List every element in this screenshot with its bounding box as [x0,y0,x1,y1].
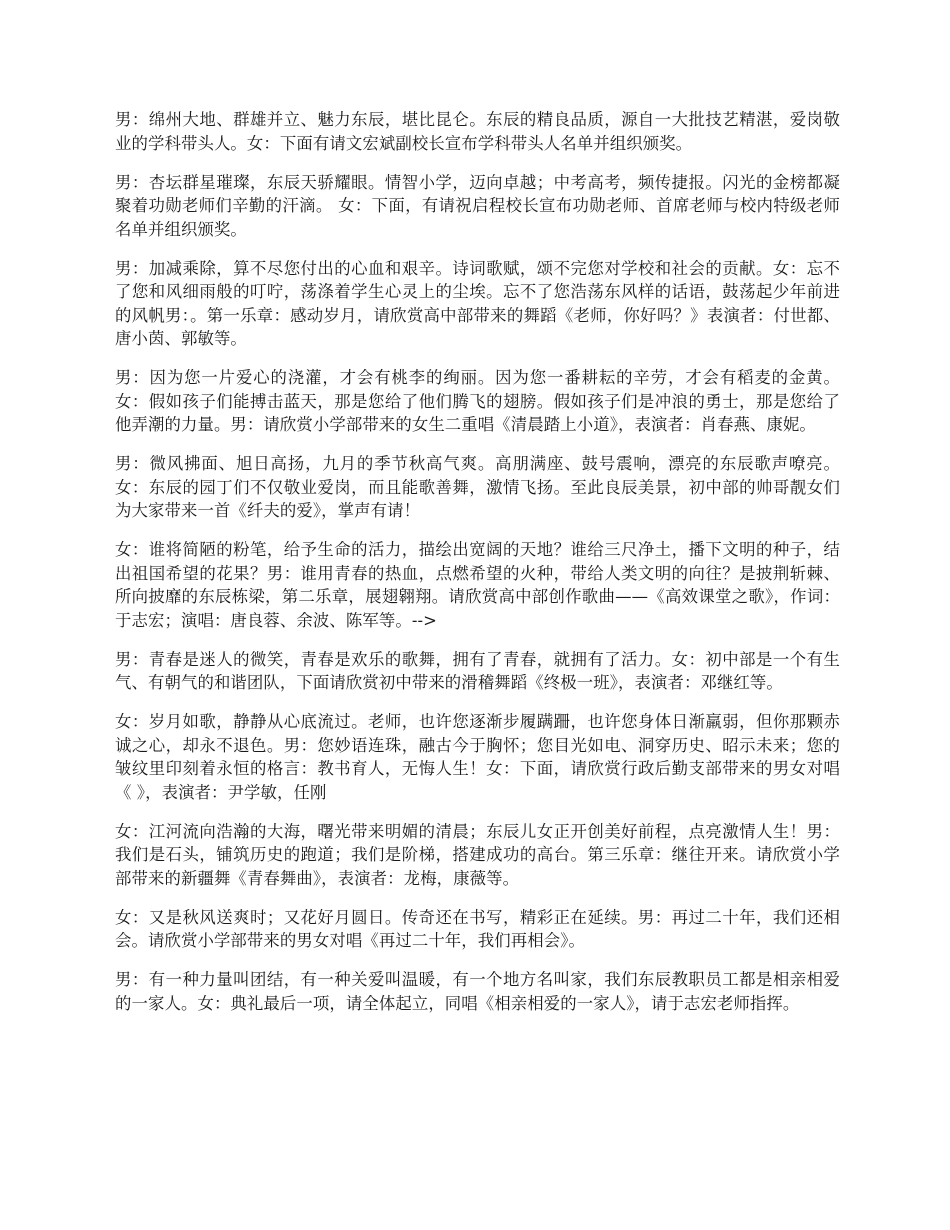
paragraph: 男：杏坛群星璀璨，东辰天骄耀眼。情智小学，迈向卓越；中考高考，频传捷报。闪光的金榜都凝聚着功勋老师们辛勤的汗滴。 女：下面，有请祝启程校长宣布功勋老师、首席老师与校内特级老师名单并组织颁奖。 [115,172,840,239]
paragraph: 男：青春是迷人的微笑，青春是欢乐的歌舞，拥有了青春，就拥有了活力。女：初中部是一个有生气、有朝气的和谐团队，下面请欣赏初中带来的滑稽舞蹈《终极一班》，表演者：邓继红等。 [115,649,840,692]
paragraph: 男：有一种力量叫团结，有一种关爱叫温暖，有一个地方名叫家，我们东辰教职员工都是相亲相爱的一家人。女：典礼最后一项，请全体起立，同唱《相亲相爱的一家人》，请于志宏老师指挥。 [115,970,840,1013]
paragraph: 女：又是秋风送爽时；又花好月圆日。传奇还在书写，精彩正在延续。男：再过二十年，我们还相会。请欣赏小学部带来的男女对唱《再过二十年，我们再相会》。 [115,907,840,950]
document-page [115,108,840,1031]
paragraph: 男：微风拂面、旭日高扬，九月的季节秋高气爽。高朋满座、鼓号震响，漂亮的东辰歌声嘹亮。女：东辰的园丁们不仅敬业爱岗，而且能歌善舞，激情飞扬。至此良辰美景，初中部的帅哥靓女们为大家带来一首《纤夫的爱》，掌声有请！ [115,454,840,520]
paragraph: 男：绵州大地、群雄并立、魅力东辰，堪比昆仑。东辰的精良品质，源自一大批技艺精湛，爱岗敬业的学科带头人。女：下面有请文宏斌副校长宣布学科带头人名单并组织颁奖。 [115,110,840,153]
paragraph: 男：因为您一片爱心的浇灌，才会有桃李的绚丽。因为您一番耕耘的辛劳，才会有稻麦的金黄。女：假如孩子们能搏击蓝天，那是您给了他们腾飞的翅膀。假如孩子们是冲浪的勇士，那是您给了他弄潮的力量。男：请欣赏小学部带来的女生二重唱《清晨踏上小道》，表演者：肖春燕、康妮。 [115,368,840,434]
paragraph: 女：岁月如歌，静静从心底流过。老师，也许您逐渐步履蹒跚，也许您身体日渐羸弱，但你那颗赤诚之心，却永不退色。男：您妙语连珠，融古今于胸怀；您目光如电、洞穿历史、昭示未来；您的皱纹里印刻着永恒的格言：教书育人，无悔人生！女：下面，请欣赏行政后勤支部带来的男女对唱《 》，表演者：尹学敏，任刚 [115,712,840,802]
paragraph: 女：江河流向浩瀚的大海，曙光带来明媚的清晨；东辰儿女正开创美好前程，点亮激情人生！男：我们是石头，铺筑历史的跑道；我们是阶梯，搭建成功的高台。第三乐章：继往开来。请欣赏小学部带来的新疆舞《青春舞曲》，表演者：龙梅，康薇等。 [115,821,840,888]
paragraph: 女：谁将简陋的粉笔，给予生命的活力，描绘出宽阔的天地？谁给三尺净土，播下文明的种子，结出祖国希望的花果？男：谁用青春的热血，点燃希望的火种，带给人类文明的向往？是披荆斩棘、所向披靡的东辰栋梁，第二乐章，展翅翱翔。请欣赏高中部创作歌曲——《高效课堂之歌》，作词：于志宏；演唱：唐良蓉、余波、陈军等。--> [115,540,840,630]
paragraph: 男：加减乘除，算不尽您付出的心血和艰辛。诗词歌赋，颂不完您对学校和社会的贡献。女：忘不了您和风细雨般的叮咛，荡涤着学生心灵上的尘埃。忘不了您浩荡东风样的话语，鼓荡起少年前进的风帆男：。第一乐章：感动岁月，请欣赏高中部带来的舞蹈《老师，你好吗？》表演者：付世都、唐小茵、郭敏等。 [115,258,840,348]
